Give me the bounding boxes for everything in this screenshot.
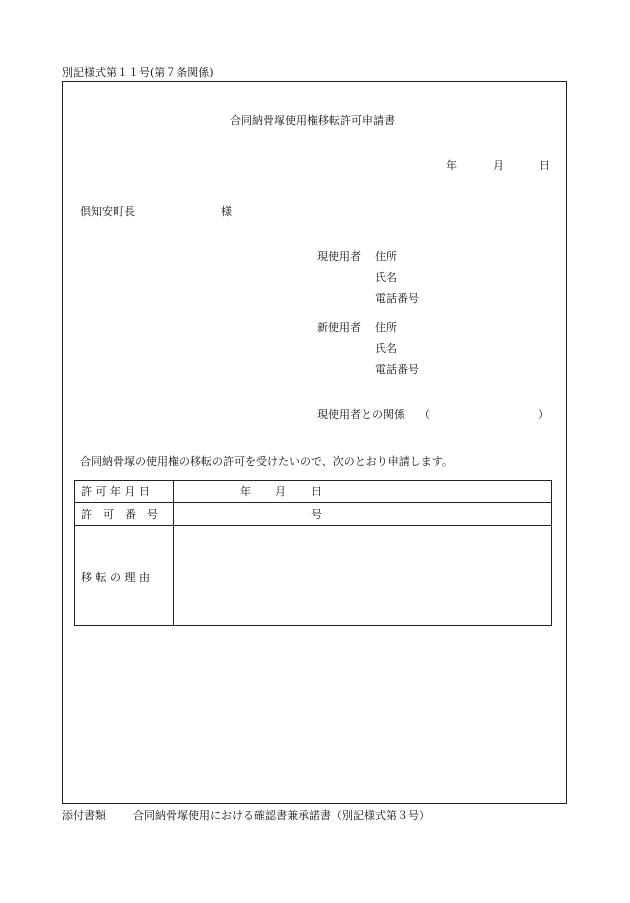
new-user-phone-label: 電話番号 <box>375 363 419 376</box>
current-user-name-label: 氏名 <box>375 271 397 284</box>
table-divider <box>75 525 551 526</box>
attachment-text: 合同納骨塚使用における確認書兼承諾書（別記様式第３号） <box>133 809 430 822</box>
current-user-phone-label: 電話番号 <box>375 292 419 305</box>
attachment-label: 添付書類 <box>62 809 106 822</box>
permit-date-month: 月 <box>275 485 286 498</box>
form-title: 合同納骨塚使用権移転許可申請書 <box>230 114 395 127</box>
new-user-name-label: 氏名 <box>375 342 397 355</box>
date-month: 月 <box>493 159 504 172</box>
permit-date-label: 許 可 年 月 日 <box>81 485 150 498</box>
date-year: 年 <box>446 159 457 172</box>
transfer-reason-label: 移 転 の 理 由 <box>81 571 150 584</box>
new-user-address-label: 住所 <box>375 321 397 334</box>
form-number: 別記様式第１１号(第７条関係) <box>62 66 214 79</box>
addressee-honorific: 様 <box>221 205 232 218</box>
date-day: 日 <box>539 159 550 172</box>
transfer-reason-field[interactable] <box>175 527 549 625</box>
addressee-name: 倶知安町長 <box>80 205 135 218</box>
permit-date-day: 日 <box>311 485 322 498</box>
relationship-open-paren: （ <box>419 408 430 421</box>
permit-number-label: 許 可 番 号 <box>81 508 158 521</box>
relationship-close-paren: ） <box>538 408 549 421</box>
table-divider <box>75 502 551 503</box>
permit-table <box>74 480 552 626</box>
new-user-heading: 新使用者 <box>317 321 361 334</box>
current-user-heading: 現使用者 <box>317 250 361 263</box>
form-frame <box>62 81 567 804</box>
permit-date-year: 年 <box>240 485 251 498</box>
relationship-label: 現使用者との関係 <box>317 408 405 421</box>
table-column-divider <box>173 481 174 625</box>
current-user-address-label: 住所 <box>375 250 397 263</box>
application-statement: 合同納骨塚の使用権の移転の許可を受けたいので、次のとおり申請します。 <box>80 455 453 468</box>
permit-number-suffix: 号 <box>311 508 322 521</box>
